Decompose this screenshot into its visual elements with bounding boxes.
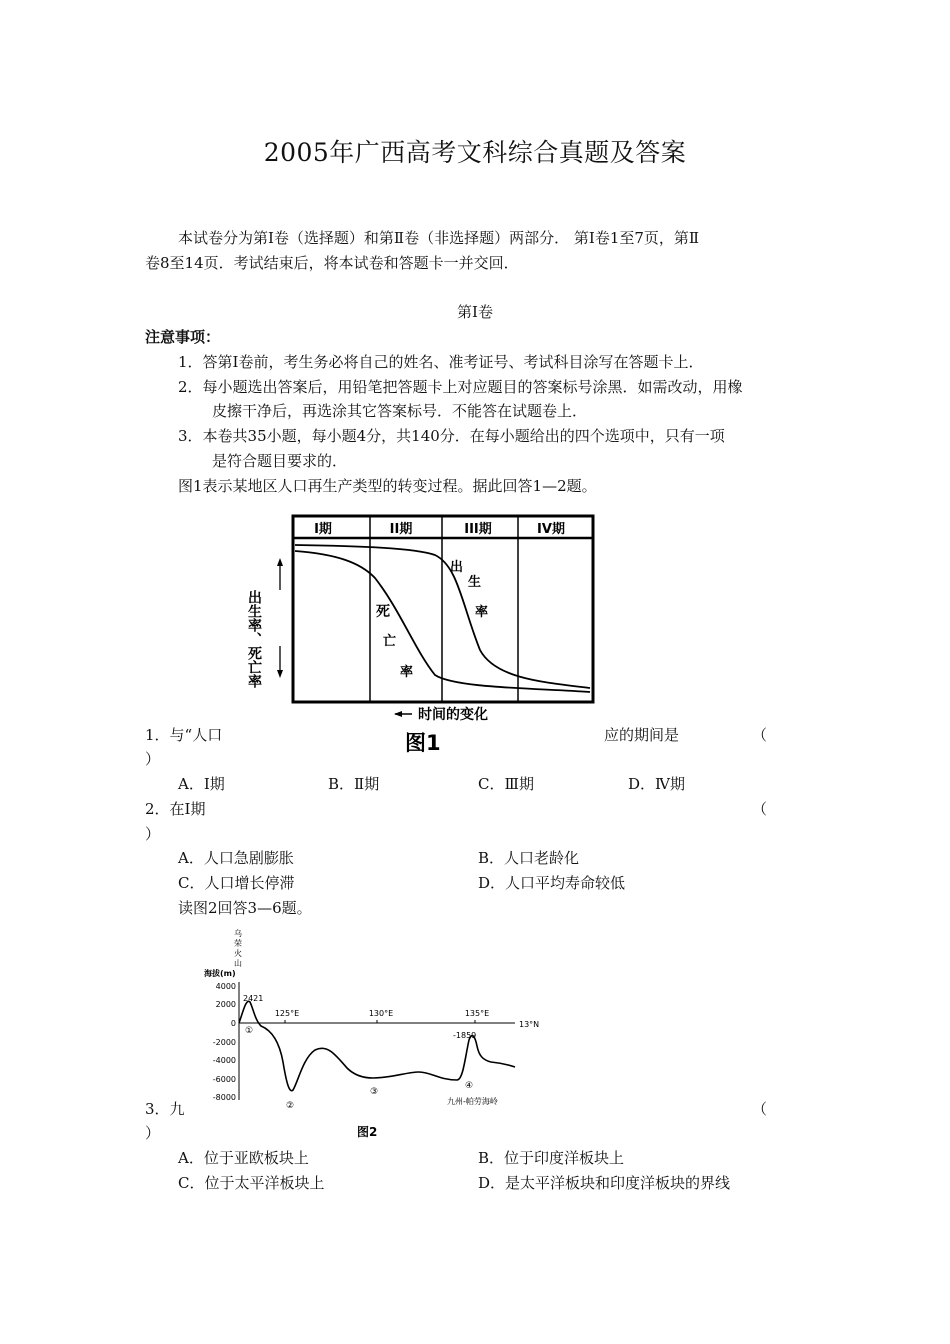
notice-item-3-line-1: 3．本卷共35小题，每小题4分，共140分．在每小题给出的四个选项中，只有一项: [178, 427, 725, 445]
notice-item-2-line-1: 2．每小题选出答案后，用铅笔把答题卡上对应题目的答案标号涂黑．如需改动，用橡: [178, 378, 743, 396]
marker-3: ③: [370, 1087, 379, 1097]
q2-option-a: A．人口急剧膨胀: [178, 849, 294, 867]
y-tick: -4000: [212, 1056, 236, 1065]
y-tick: -8000: [212, 1093, 236, 1102]
peak-label: 2421: [243, 994, 264, 1003]
y-axis-label: 海拔(m): [204, 969, 236, 978]
section-title: 第Ⅰ卷: [457, 303, 493, 321]
figure1-caption: 图1: [405, 731, 441, 755]
y-tick: 0: [230, 1019, 236, 1028]
q3-option-d: D．是太平洋板块和印度洋板块的界线: [478, 1174, 731, 1192]
latitude-label: 13°N: [519, 1020, 540, 1029]
figure-1-population-transition: [240, 510, 610, 760]
period-label-3: III期: [464, 522, 492, 537]
figure2-intro: 读图2回答3—6题。: [178, 899, 312, 917]
q2-paren-close: ）: [145, 825, 161, 843]
q2-option-d: D．人口平均寿命较低: [478, 874, 626, 892]
q1-stem-right: 应的期间是: [604, 726, 680, 744]
longitude-label: 135°E: [464, 1009, 490, 1018]
marker-2: ②: [286, 1101, 295, 1111]
death-label-char: 死: [376, 604, 390, 620]
y-tick: -6000: [212, 1075, 236, 1084]
ridge-label: 九州-帕劳海岭: [447, 1097, 498, 1106]
notice-item-1: 1．答第Ⅰ卷前，考生务必将自己的姓名、准考证号、考试科目涂写在答题卡上．: [178, 353, 704, 371]
depth-label: -1859: [453, 1031, 477, 1040]
q2-option-b: B．人口老龄化: [478, 849, 580, 867]
q1-paren-close: ）: [145, 750, 161, 768]
notice-heading: 注意事项：: [145, 328, 221, 346]
q1-paren-open: （: [752, 726, 768, 744]
figure1-frame: [293, 516, 593, 702]
y-axis-label-2: 、死亡率: [246, 632, 262, 688]
q3-option-b: B．位于印度洋板块上: [478, 1149, 625, 1167]
x-axis-label: 时间的变化: [418, 707, 488, 723]
q3-stem: 3．九: [145, 1100, 185, 1118]
q1-option-b: B．Ⅱ期: [328, 775, 380, 793]
volcano-label-char: 山: [234, 959, 242, 968]
birth-label-char: 生: [468, 575, 482, 590]
intro-line-1: 本试卷分为第Ⅰ卷（选择题）和第Ⅱ卷（非选择题）两部分． 第Ⅰ卷1至7页，第Ⅱ: [178, 229, 700, 247]
period-label-1: I期: [314, 522, 332, 537]
y-tick: 2000: [215, 1000, 236, 1009]
q3-option-a: A．位于亚欧板块上: [178, 1149, 309, 1167]
notice-item-3-line-2: 是符合题目要求的．: [212, 452, 348, 470]
longitude-label: 125°E: [274, 1009, 300, 1018]
figure1-intro: 图1表示某地区人口再生产类型的转变过程。据此回答1—2题。: [178, 477, 597, 495]
birth-label-char: 率: [475, 605, 489, 620]
period-label-2: II期: [389, 522, 413, 537]
volcano-label-char: 乌: [234, 929, 242, 938]
intro-line-2: 卷8至14页．考试结束后，将本试卷和答题卡一并交回．: [145, 254, 519, 272]
q1-stem-left: 1．与“人口: [145, 726, 223, 744]
longitude-label: 130°E: [368, 1009, 394, 1018]
q2-stem: 2．在Ⅰ期: [145, 800, 206, 818]
volcano-label-char: 荣: [234, 939, 242, 948]
marker-1: ①: [245, 1026, 254, 1036]
q3-paren-close: ）: [145, 1124, 161, 1142]
y-axis-label-1: 出生率: [246, 590, 262, 632]
page-title: 2005年广西高考文科综合真题及答案: [263, 138, 687, 167]
figure2-caption: 图2: [357, 1125, 378, 1139]
q1-option-c: C．Ⅲ期: [478, 775, 534, 793]
birth-label-char: 出: [450, 560, 464, 575]
volcano-label-char: 火: [234, 949, 242, 958]
y-tick: -2000: [212, 1038, 236, 1047]
q2-option-c: C．人口增长停滞: [178, 874, 295, 892]
figure-2-ocean-profile: [195, 922, 555, 1147]
death-label-char: 亡: [383, 634, 397, 649]
y-tick: 4000: [215, 982, 236, 991]
q3-paren-open: （: [752, 1100, 768, 1118]
notice-item-2-line-2: 皮擦干净后，再选涂其它答案标号．不能答在试题卷上．: [212, 402, 588, 420]
q2-paren-open: （: [752, 800, 768, 818]
q1-option-d: D．Ⅳ期: [628, 775, 686, 793]
marker-4: ④: [465, 1081, 474, 1091]
q3-option-c: C．位于太平洋板块上: [178, 1174, 325, 1192]
death-label-char: 率: [400, 665, 414, 680]
period-label-4: IV期: [537, 522, 565, 537]
q1-option-a: A．Ⅰ期: [178, 775, 225, 793]
